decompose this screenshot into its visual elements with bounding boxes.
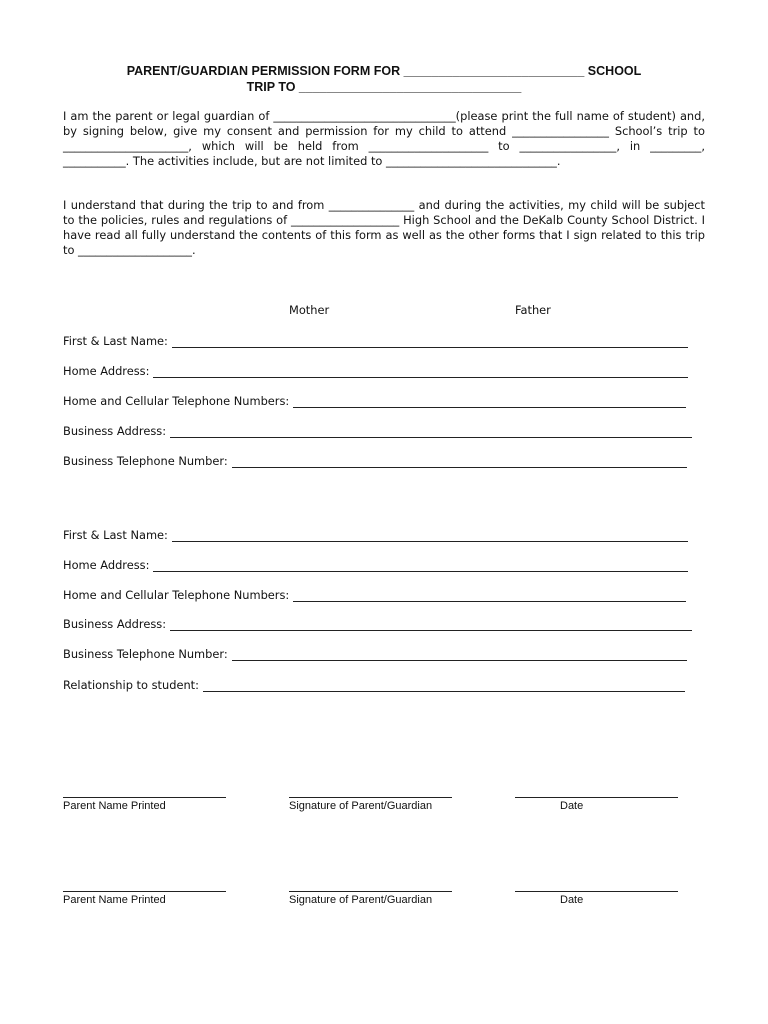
section1-business-address-blank[interactable] xyxy=(170,426,692,438)
date-label-1: Date xyxy=(560,800,584,812)
section2-business-phone-label: Business Telephone Number: xyxy=(63,647,228,661)
section1-name-field xyxy=(63,333,688,348)
section2-phones-blank[interactable] xyxy=(293,590,686,602)
section2-name-blank[interactable] xyxy=(172,530,688,542)
date-line-2[interactable] xyxy=(515,891,678,892)
section1-business-address-label: Business Address: xyxy=(63,424,167,438)
section2-business-phone-field xyxy=(63,646,687,661)
section2-relationship-blank[interactable] xyxy=(203,680,685,692)
section1-home-address-blank[interactable] xyxy=(153,366,688,378)
section1-home-address-label: Home Address: xyxy=(63,364,150,378)
section2-home-address-label: Home Address: xyxy=(63,558,150,572)
printed-name-label-2: Parent Name Printed xyxy=(63,894,166,906)
section2-relationship-label: Relationship to student: xyxy=(63,678,199,692)
section1-business-phone-field xyxy=(63,453,687,468)
section2-relationship-field xyxy=(63,677,685,692)
printed-name-line-2[interactable] xyxy=(63,891,226,892)
signature-line-2[interactable] xyxy=(289,891,452,892)
section2-phones-label: Home and Cellular Telephone Numbers: xyxy=(63,588,290,602)
mother-column-heading: Mother xyxy=(289,303,330,317)
section1-name-label: First & Last Name: xyxy=(63,334,168,348)
section2-name-label: First & Last Name: xyxy=(63,528,168,542)
section1-phones-blank[interactable] xyxy=(293,396,686,408)
section2-phones-field xyxy=(63,587,686,602)
signature-label-1: Signature of Parent/Guardian xyxy=(289,800,433,812)
section1-business-phone-blank[interactable] xyxy=(232,456,687,468)
section1-phones-field xyxy=(63,393,686,408)
section2-name-field xyxy=(63,527,688,542)
section1-name-blank[interactable] xyxy=(172,336,688,348)
section1-home-address-field xyxy=(63,363,688,378)
signature-label-2: Signature of Parent/Guardian xyxy=(289,894,433,906)
section1-business-phone-label: Business Telephone Number: xyxy=(63,454,228,468)
date-label-2: Date xyxy=(560,894,584,906)
section1-business-address-field xyxy=(63,423,692,438)
section2-home-address-field xyxy=(63,557,688,572)
printed-name-label-1: Parent Name Printed xyxy=(63,800,166,812)
section2-home-address-blank[interactable] xyxy=(153,560,688,572)
section2-business-address-field xyxy=(63,616,692,631)
section1-phones-label: Home and Cellular Telephone Numbers: xyxy=(63,394,290,408)
form-title: PARENT/GUARDIAN PERMISSION FORM FOR __________________________ SCHOOL xyxy=(126,64,642,78)
policies-paragraph: I understand that during the trip to and from _______________ and during the activities, my child will be subject to the policies, rules and regulations of ___________________ High School and the DeKalb County School District. I have read all fully understand the contents of this form as well as the other forms that I sign related to this trip to ____________________. xyxy=(63,198,705,257)
signature-line-1[interactable] xyxy=(289,797,452,798)
printed-name-line-1[interactable] xyxy=(63,797,226,798)
section2-business-address-blank[interactable] xyxy=(170,619,692,631)
father-column-heading: Father xyxy=(515,303,551,317)
form-subtitle-trip: TRIP TO ________________________________ xyxy=(246,80,522,94)
section2-business-address-label: Business Address: xyxy=(63,617,167,631)
section2-business-phone-blank[interactable] xyxy=(232,649,687,661)
date-line-1[interactable] xyxy=(515,797,678,798)
consent-paragraph: I am the parent or legal guardian of ________________________________(please print the full name of student) and, by signing below, give my consent and permission for my child to attend _________________ School’s trip to ______________________, which will be held from _____________________ to _________________, in _________, ___________. The activities include, but are not limited to ______________________________. xyxy=(63,109,705,168)
